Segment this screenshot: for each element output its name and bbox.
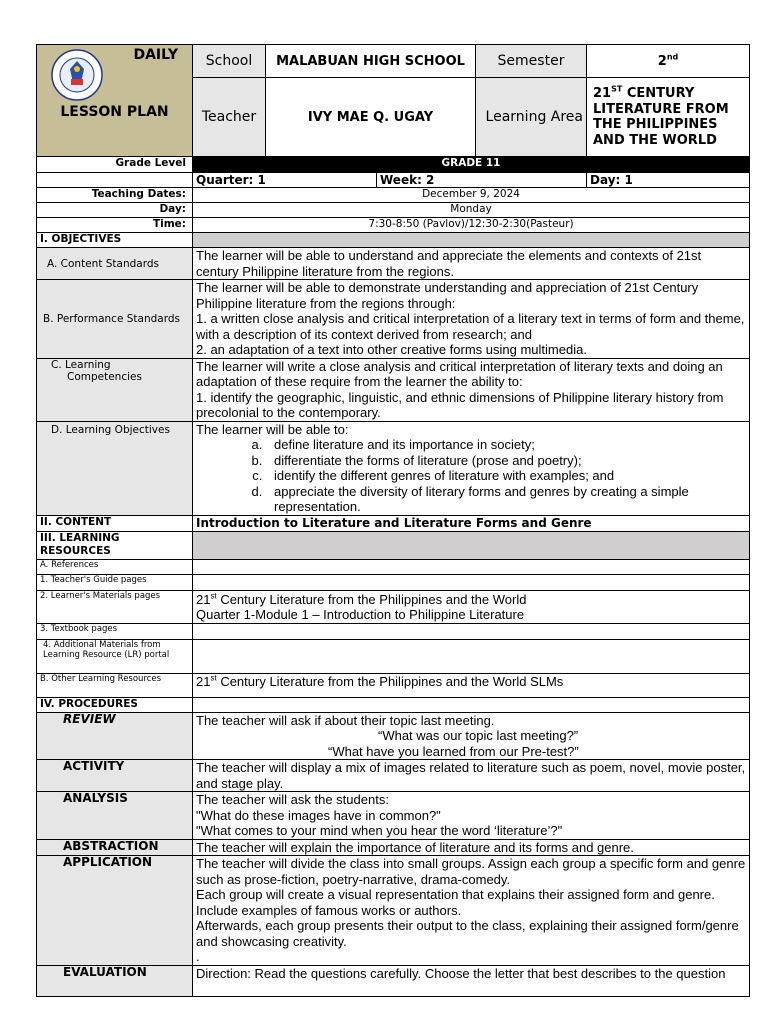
application-cell: [193, 856, 750, 966]
abstraction-text: The teacher will explain the importance of literature and its forms and genre.: [193, 839, 750, 856]
evaluation-text: Direction: Read the questions carefully. Choose the letter that best describes to the question: [193, 965, 750, 996]
application-text-2: Each group will create a visual representation that explains their assigned form and genre. Include examples of famous works or authors.: [196, 887, 715, 918]
teacher-label: Teacher: [193, 78, 266, 157]
performance-standards-label: B. Performance Standards: [37, 280, 193, 359]
review-cell: [193, 712, 750, 760]
lm-pages-label: 2. Learner's Materials pages: [37, 590, 193, 623]
review-text: The teacher will ask if about their topic last meeting.: [196, 712, 495, 728]
review-label: REVIEW: [37, 712, 193, 760]
learning-area-num: 21: [593, 86, 612, 101]
lm-pages-line2: Quarter 1-Module 1 – Introduction to Philippine Literature: [196, 607, 525, 622]
learning-objectives-cell: [193, 421, 750, 515]
semester-suffix: nd: [666, 52, 679, 62]
lm-pages-line1: [196, 592, 746, 608]
evaluation-label: EVALUATION: [37, 965, 193, 996]
teaching-dates-value: December 9, 2024: [193, 188, 750, 203]
lm-text1: Century Literature from the Philippines and the World: [216, 591, 527, 607]
tg-pages-value: [193, 574, 750, 590]
textbook-value: [193, 623, 750, 639]
references-label: A. References: [37, 559, 193, 574]
activity-text: The teacher will display a mix of images related to literature such as poem, novel, movie poster, and stage play.: [193, 760, 750, 792]
other-text: Century Literature from the Philippines and the World SLMs: [216, 673, 564, 689]
review-question-2: “What have you learned from our Pre-test?”: [328, 743, 579, 759]
lesson-plan-page: [36, 44, 749, 997]
semester-number: 2: [657, 53, 667, 69]
competencies-text: The learner will write a close analysis and critical interpretation of literary texts and doing an adaptation of these require from the learner the ability to:: [196, 358, 723, 389]
performance-item-1: 1. a written close analysis and critical interpretation of a literary text in terms of form and theme, with a description of its context derived from research; and: [196, 311, 745, 342]
performance-standards-cell: [193, 280, 750, 359]
procedures-heading: IV. PROCEDURES: [37, 697, 193, 712]
application-text-4: .: [196, 949, 200, 964]
learning-objectives-list: [196, 437, 746, 515]
content-heading: II. CONTENT: [37, 515, 193, 531]
learning-objectives-intro: The learner will be able to:: [196, 421, 349, 437]
content-standards-label: A. Content Standards: [37, 248, 193, 280]
additional-materials-value: [193, 639, 750, 673]
competencies-item: 1. identify the geographic, linguistic, and ethnic dimensions of Philippine literary history from precolonial to the contemporary.: [196, 389, 724, 420]
grade-level-label: Grade Level: [37, 157, 193, 173]
procedures-heading-fill: [193, 697, 750, 712]
learning-area-value: [587, 78, 750, 157]
learning-area-label: Learning Area: [476, 78, 587, 157]
semester-label: Semester: [476, 45, 587, 78]
lesson-plan-table: [36, 44, 750, 997]
grade-level-value: GRADE 11: [193, 157, 750, 173]
textbook-label: 3. Textbook pages: [37, 623, 193, 639]
references-value: [193, 559, 750, 574]
other-num: 21: [196, 673, 211, 689]
competencies-label-line2: Competencies: [67, 370, 142, 383]
learning-objectives-label: D. Learning Objectives: [37, 421, 193, 515]
analysis-question-1: "What do these images have in common?": [196, 807, 441, 823]
resources-heading: III. LEARNING RESOURCES: [37, 531, 193, 559]
other-resources-value: [193, 673, 750, 697]
analysis-question-2: "What comes to your mind when you hear the word ‘literature’?": [196, 823, 563, 838]
school-label: School: [193, 45, 266, 78]
teacher-value: IVY MAE Q. UGAY: [266, 78, 476, 157]
analysis-label: ANALYSIS: [37, 792, 193, 840]
analysis-text: The teacher will ask the students:: [196, 792, 389, 807]
lm-num: 21: [196, 591, 211, 607]
application-text-1: The teacher will divide the class into small groups. Assign each group a specific form and genre such as prose-fiction, poetry-narrative, drama-comedy.: [196, 856, 746, 887]
additional-materials-label: 4. Additional Materials from Learning Resource (LR) portal: [37, 639, 193, 673]
title-lesson-plan: LESSON PLAN: [60, 104, 169, 120]
performance-standards-text: The learner will be able to demonstrate understanding and appreciation of 21st Century Philippine literature from the regions through:: [196, 280, 699, 311]
learning-objective-c: c. identify the different genres of literature with examples; and: [266, 468, 746, 484]
competencies-label-line1: C. Learning: [51, 358, 111, 371]
abstraction-label: ABSTRACTION: [37, 839, 193, 856]
learning-objective-a: a. define literature and its importance in society;: [266, 437, 746, 453]
learning-objective-d: d. appreciate the diversity of literary forms and genres by creating a simple representation.: [266, 484, 746, 515]
quarter-spacer: [37, 173, 193, 188]
tg-pages-label: 1. Teacher's Guide pages: [37, 574, 193, 590]
lm-pages-value: [193, 590, 750, 623]
review-question-1: “What was our topic last meeting?”: [378, 728, 579, 743]
title-daily: DAILY: [133, 47, 178, 63]
application-label: APPLICATION: [37, 856, 193, 966]
analysis-cell: [193, 792, 750, 840]
lm-sup: st: [210, 591, 217, 601]
learning-area-sup: ST: [611, 84, 623, 94]
performance-item-2: 2. an adaptation of a text into other creative forms using multimedia.: [196, 342, 587, 357]
content-text: Introduction to Literature and Literature Forms and Genre: [193, 515, 750, 531]
resources-heading-fill: [193, 531, 750, 559]
day-label: Day:: [37, 203, 193, 218]
content-standards-text: The learner will be able to understand and appreciate the elements and contexts of 21st century Philippine literature from the regions.: [193, 248, 750, 280]
day-value: Monday: [193, 203, 750, 218]
application-text-3: Afterwards, each group presents their output to the class, explaining their assigned form/genre and showcasing creativity.: [196, 918, 739, 949]
time-label: Time:: [37, 218, 193, 233]
header-logo-cell: [37, 45, 193, 157]
semester-value: [587, 45, 750, 78]
activity-label: ACTIVITY: [37, 760, 193, 792]
quarter-cell: Quarter: 1: [193, 173, 377, 188]
day-number-cell: Day: 1: [587, 173, 750, 188]
competencies-cell: [193, 358, 750, 421]
objectives-heading-fill: [193, 233, 750, 248]
school-value: MALABUAN HIGH SCHOOL: [266, 45, 476, 78]
time-value: 7:30-8:50 (Pavlov)/12:30-2:30(Pasteur): [193, 218, 750, 233]
other-sup: st: [210, 673, 217, 683]
week-cell: Week: 2: [377, 173, 587, 188]
learning-objective-b: b. differentiate the forms of literature (prose and poetry);: [266, 453, 746, 469]
competencies-label-cell: [37, 358, 193, 421]
other-resources-label: B. Other Learning Resources: [37, 673, 193, 697]
objectives-heading: I. OBJECTIVES: [37, 233, 193, 248]
teaching-dates-label: Teaching Dates:: [37, 188, 193, 203]
learning-area-text: CENTURY LITERATURE FROM THE PHILIPPINES AND THE WORLD: [593, 86, 729, 148]
deped-seal-icon: [51, 49, 103, 101]
